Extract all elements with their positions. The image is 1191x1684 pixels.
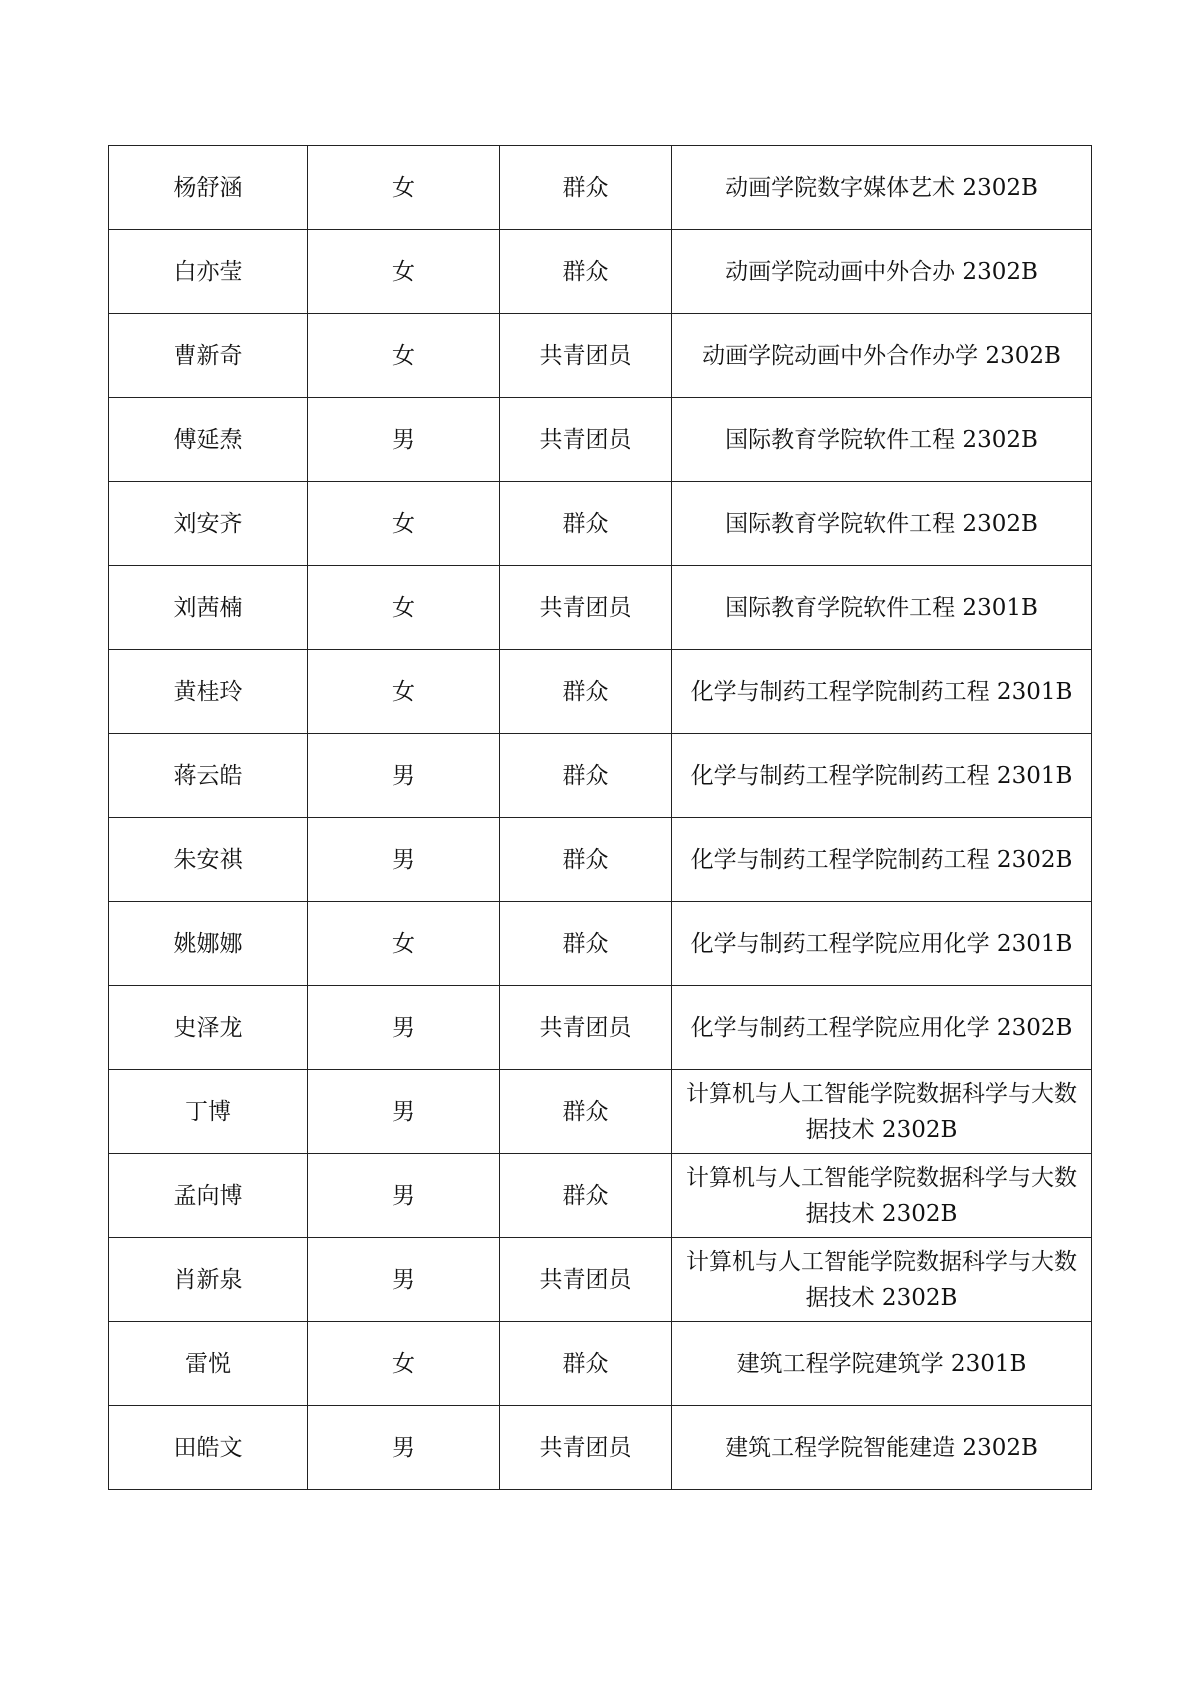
political-status-cell: 群众 [500,650,672,734]
gender-cell: 女 [308,1322,500,1406]
political-status-cell: 群众 [500,482,672,566]
gender-cell: 男 [308,1154,500,1238]
gender-cell: 男 [308,734,500,818]
table-row [109,482,1092,566]
gender-cell: 女 [308,482,500,566]
department-cell: 化学与制药工程学院制药工程 2301B [672,734,1092,818]
political-status-cell: 群众 [500,818,672,902]
department-cell: 建筑工程学院智能建造 2302B [672,1406,1092,1490]
gender-cell: 男 [308,1406,500,1490]
name-cell: 刘安齐 [109,482,308,566]
table-row [109,986,1092,1070]
table-row [109,398,1092,482]
name-cell: 黄桂玲 [109,650,308,734]
department-cell: 计算机与人工智能学院数据科学与大数据技术 2302B [672,1238,1092,1322]
table-row [109,1406,1092,1490]
table-row [109,1322,1092,1406]
gender-cell: 男 [308,1070,500,1154]
table-row [109,314,1092,398]
department-cell: 化学与制药工程学院应用化学 2301B [672,902,1092,986]
name-cell: 蒋云皓 [109,734,308,818]
political-status-cell: 共青团员 [500,398,672,482]
name-cell: 傅延焘 [109,398,308,482]
name-cell: 孟向博 [109,1154,308,1238]
name-cell: 刘茜楠 [109,566,308,650]
department-cell: 动画学院数字媒体艺术 2302B [672,146,1092,230]
department-cell: 化学与制药工程学院制药工程 2301B [672,650,1092,734]
gender-cell: 女 [308,230,500,314]
political-status-cell: 群众 [500,146,672,230]
roster-table-body [109,146,1092,1490]
department-cell: 建筑工程学院建筑学 2301B [672,1322,1092,1406]
table-row [109,1154,1092,1238]
gender-cell: 男 [308,818,500,902]
table-row [109,650,1092,734]
name-cell: 肖新泉 [109,1238,308,1322]
name-cell: 田皓文 [109,1406,308,1490]
gender-cell: 女 [308,902,500,986]
political-status-cell: 共青团员 [500,986,672,1070]
political-status-cell: 群众 [500,230,672,314]
department-cell: 化学与制药工程学院应用化学 2302B [672,986,1092,1070]
political-status-cell: 群众 [500,902,672,986]
department-cell: 国际教育学院软件工程 2302B [672,398,1092,482]
department-cell: 化学与制药工程学院制药工程 2302B [672,818,1092,902]
table-row [109,1070,1092,1154]
name-cell: 姚娜娜 [109,902,308,986]
table-row [109,902,1092,986]
name-cell: 朱安祺 [109,818,308,902]
department-cell: 计算机与人工智能学院数据科学与大数据技术 2302B [672,1070,1092,1154]
political-status-cell: 群众 [500,734,672,818]
political-status-cell: 共青团员 [500,1406,672,1490]
political-status-cell: 群众 [500,1154,672,1238]
department-cell: 国际教育学院软件工程 2302B [672,482,1092,566]
table-row [109,566,1092,650]
political-status-cell: 共青团员 [500,566,672,650]
gender-cell: 男 [308,986,500,1070]
name-cell: 史泽龙 [109,986,308,1070]
table-row [109,146,1092,230]
political-status-cell: 共青团员 [500,1238,672,1322]
table-row [109,818,1092,902]
department-cell: 计算机与人工智能学院数据科学与大数据技术 2302B [672,1154,1092,1238]
name-cell: 白亦莹 [109,230,308,314]
gender-cell: 男 [308,1238,500,1322]
gender-cell: 女 [308,314,500,398]
gender-cell: 男 [308,398,500,482]
political-status-cell: 群众 [500,1322,672,1406]
table-row [109,1238,1092,1322]
political-status-cell: 群众 [500,1070,672,1154]
gender-cell: 女 [308,566,500,650]
roster-table [108,145,1092,1490]
table-row [109,230,1092,314]
name-cell: 杨舒涵 [109,146,308,230]
department-cell: 国际教育学院软件工程 2301B [672,566,1092,650]
name-cell: 曹新奇 [109,314,308,398]
gender-cell: 女 [308,650,500,734]
political-status-cell: 共青团员 [500,314,672,398]
department-cell: 动画学院动画中外合办 2302B [672,230,1092,314]
name-cell: 丁博 [109,1070,308,1154]
name-cell: 雷悦 [109,1322,308,1406]
department-cell: 动画学院动画中外合作办学 2302B [672,314,1092,398]
gender-cell: 女 [308,146,500,230]
table-row [109,734,1092,818]
